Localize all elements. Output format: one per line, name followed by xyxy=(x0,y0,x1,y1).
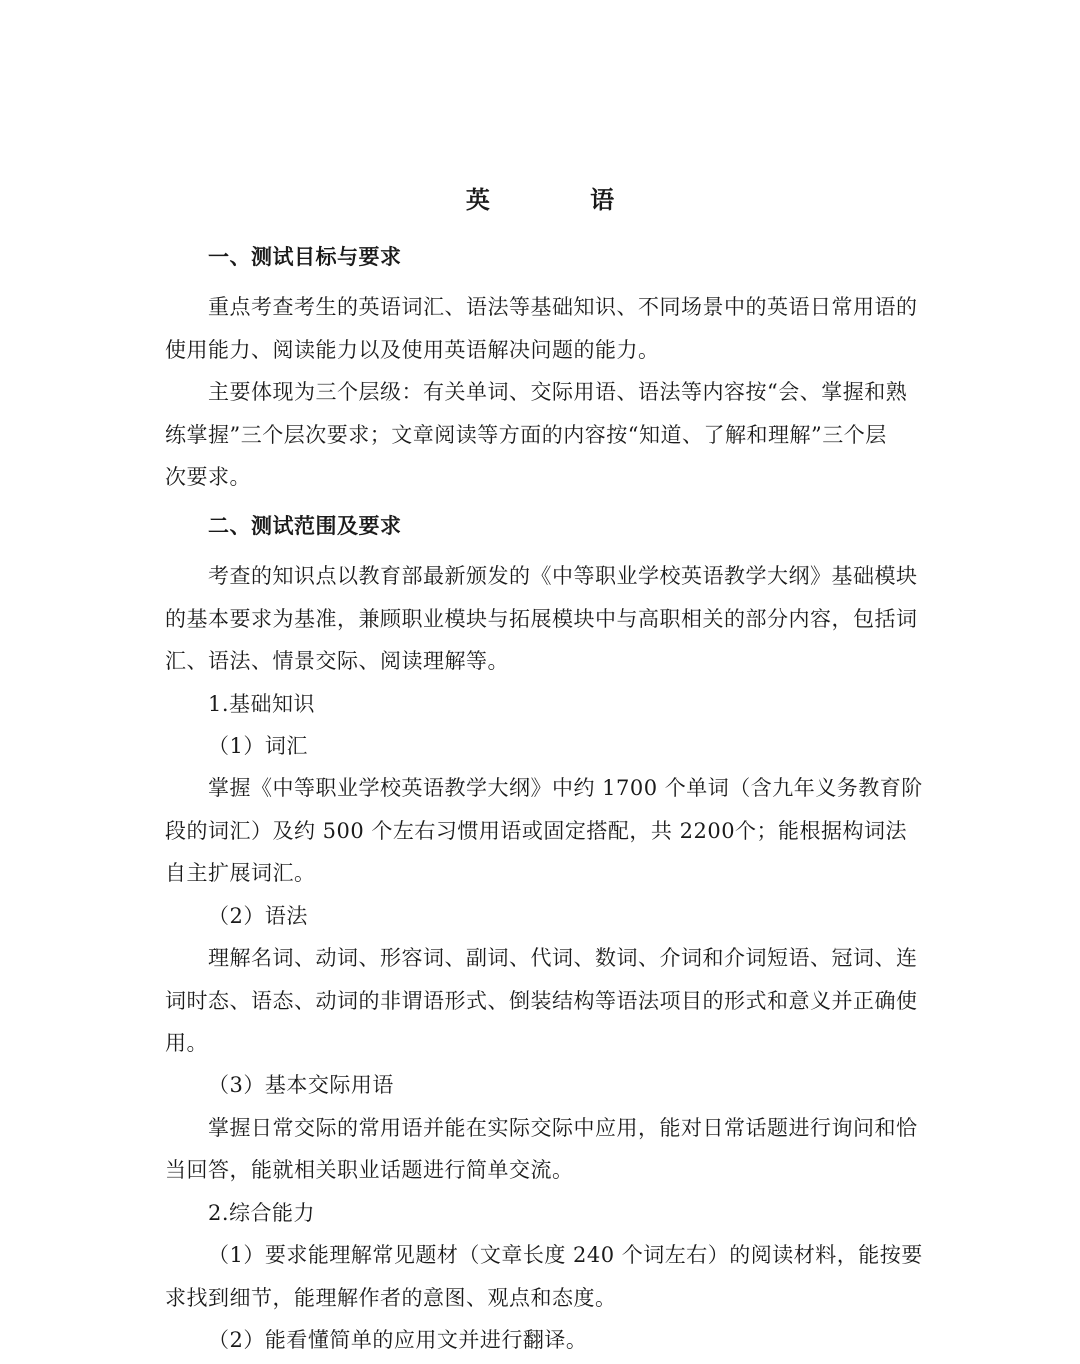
paragraph-line: 主要体现为三个层级：有关单词、交际用语、语法等内容按“会、掌握和熟 xyxy=(208,380,908,404)
paragraph-line: 理解名词、动词、形容词、副词、代词、数词、介词和介词短语、冠词、连 xyxy=(208,946,918,970)
paragraph-line: 自主扩展词汇。 xyxy=(165,861,316,885)
subsection-heading-comprehensive-ability: 2.综合能力 xyxy=(208,1201,316,1225)
item-heading-grammar: （2）语法 xyxy=(208,904,308,928)
paragraph-line: 掌握《中等职业学校英语教学大纲》中约 1700 个单词（含九年义务教育阶 xyxy=(208,776,923,800)
section-heading-1: 一、测试目标与要求 xyxy=(208,244,402,269)
paragraph-line: 当回答，能就相关职业话题进行简单交流。 xyxy=(165,1158,574,1182)
paragraph-line: （2）能看懂简单的应用文并进行翻译。 xyxy=(208,1328,588,1352)
paragraph-line: 使用能力、阅读能力以及使用英语解决问题的能力。 xyxy=(165,338,660,362)
paragraph-line: 重点考查考生的英语词汇、语法等基础知识、不同场景中的英语日常用语的 xyxy=(208,295,918,319)
paragraph-line: 次要求。 xyxy=(165,465,251,489)
paragraph-line: 用。 xyxy=(165,1031,208,1055)
subsection-heading-basic-knowledge: 1.基础知识 xyxy=(208,692,316,716)
section-heading-2: 二、测试范围及要求 xyxy=(208,513,402,538)
paragraph-line: （1）要求能理解常见题材（文章长度 240 个词左右）的阅读材料，能按要 xyxy=(208,1243,923,1267)
paragraph-line: 练掌握”三个层次要求；文章阅读等方面的内容按“知道、了解和理解”三个层 xyxy=(165,423,887,447)
item-heading-communication: （3）基本交际用语 xyxy=(208,1073,394,1097)
paragraph-line: 词时态、语态、动词的非谓语形式、倒装结构等语法项目的形式和意义并正确使 xyxy=(165,989,918,1013)
paragraph-line: 求找到细节，能理解作者的意图、观点和态度。 xyxy=(165,1286,617,1310)
paragraph-line: 考查的知识点以教育部最新颁发的《中等职业学校英语教学大纲》基础模块 xyxy=(208,564,918,588)
paragraph-line: 的基本要求为基准，兼顾职业模块与拓展模块中与高职相关的部分内容，包括词 xyxy=(165,607,918,631)
item-heading-vocabulary: （1）词汇 xyxy=(208,734,308,758)
paragraph-line: 段的词汇）及约 500 个左右习惯用语或固定搭配，共 2200个；能根据构词法 xyxy=(165,819,908,843)
paragraph-line: 汇、语法、情景交际、阅读理解等。 xyxy=(165,649,509,673)
paragraph-line: 掌握日常交际的常用语并能在实际交际中应用，能对日常话题进行询问和恰 xyxy=(208,1116,918,1140)
document-title: 英 语 xyxy=(465,185,661,214)
